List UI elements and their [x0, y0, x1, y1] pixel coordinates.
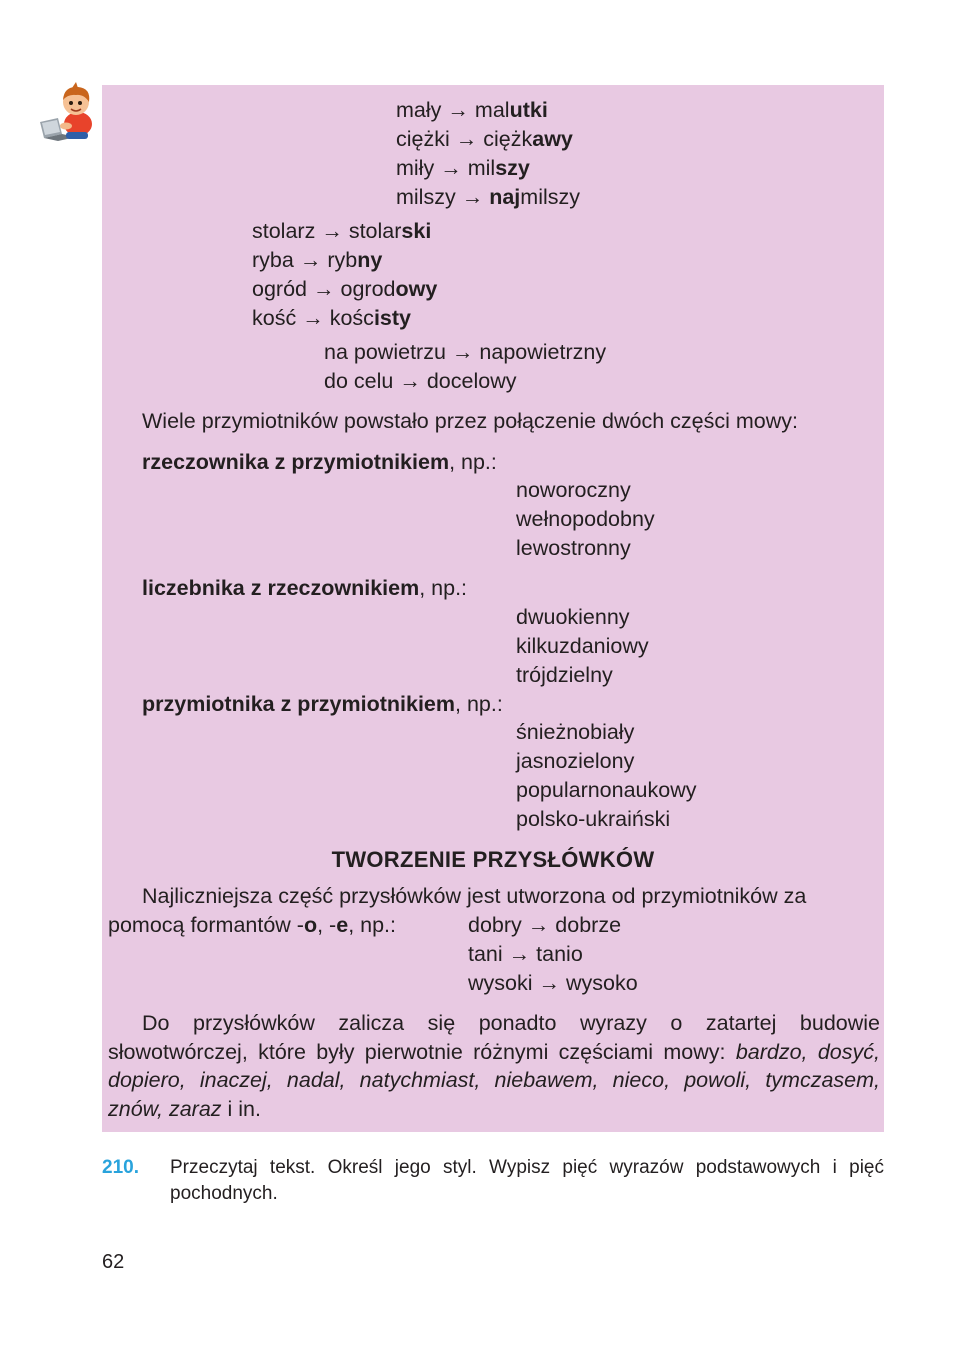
adverb-example: dobry → dobrze: [468, 913, 622, 937]
example-word: lewostronny: [516, 536, 631, 560]
example-word: wełnopodobny: [516, 507, 655, 531]
derivation-row: na powietrzu → napowietrzny: [324, 340, 607, 364]
example-word: śnieżnobiały: [516, 720, 635, 744]
adverb-example: tani → tanio: [468, 942, 583, 966]
exercise-text: Przeczytaj tekst. Określ jego styl. Wypisz pięć wyrazów podstawowych i pięć pochodnych.: [170, 1157, 884, 1204]
section-title: TWORZENIE PRZYSŁÓWKÓW: [331, 847, 655, 872]
derivation-row: ryba → rybny: [252, 248, 383, 272]
derivation-row: kość → kościsty: [252, 306, 411, 330]
derivation-row: mały → malutki: [396, 98, 548, 122]
example-word: dwuokienny: [516, 605, 630, 629]
example-word: jasnozielony: [516, 749, 635, 773]
derivation-row: ciężki → ciężkawy: [396, 127, 573, 151]
compound-group-label: przymiotnika z przymiotnikiem, np.:: [142, 692, 503, 716]
example-word: polsko-ukraiński: [516, 807, 671, 831]
derivation-row: do celu → docelowy: [324, 369, 517, 393]
compound-group-label: liczebnika z rzeczownikiem, np.:: [142, 576, 468, 600]
example-word: popularnonaukowy: [516, 778, 697, 802]
boy-with-laptop-icon: [36, 82, 100, 142]
adverb-para-line1: Najliczniejsza część przysłówków jest utworzona od przymiotników za: [142, 884, 807, 908]
derivation-row: stolarz → stolarski: [252, 219, 432, 243]
derivation-row: milszy → najmilszy: [396, 185, 581, 209]
compound-intro: Wiele przymiotników powstało przez połączenie dwóch części mowy:: [142, 409, 799, 433]
example-word: noworoczny: [516, 478, 631, 502]
derivation-row: miły → milszy: [396, 156, 530, 180]
example-word: kilkuzdaniowy: [516, 634, 649, 658]
adverb-para-line2: pomocą formantów -o, -e, np.:: [108, 913, 396, 937]
adverb-example: wysoki → wysoko: [468, 971, 638, 995]
example-word: trójdzielny: [516, 663, 613, 687]
derivation-row: ogród → ogrodowy: [252, 277, 438, 301]
opaque-adverbs-paragraph: Do przysłówków zalicza się ponadto wyrazy o zatartej budowie słowotwórczej, które były pierwotnie różnymi częściami mowy: bardzo, dosyć, dopiero, inaczej, nadal, natychmiast, niebawem, nieco, powoli, tymczasem, znów, zaraz i in.: [108, 1011, 880, 1121]
compound-group-label: rzeczownika z przymiotnikiem, np.:: [142, 450, 497, 474]
page-number: 62: [102, 1251, 125, 1273]
exercise-number: 210.: [102, 1157, 139, 1178]
